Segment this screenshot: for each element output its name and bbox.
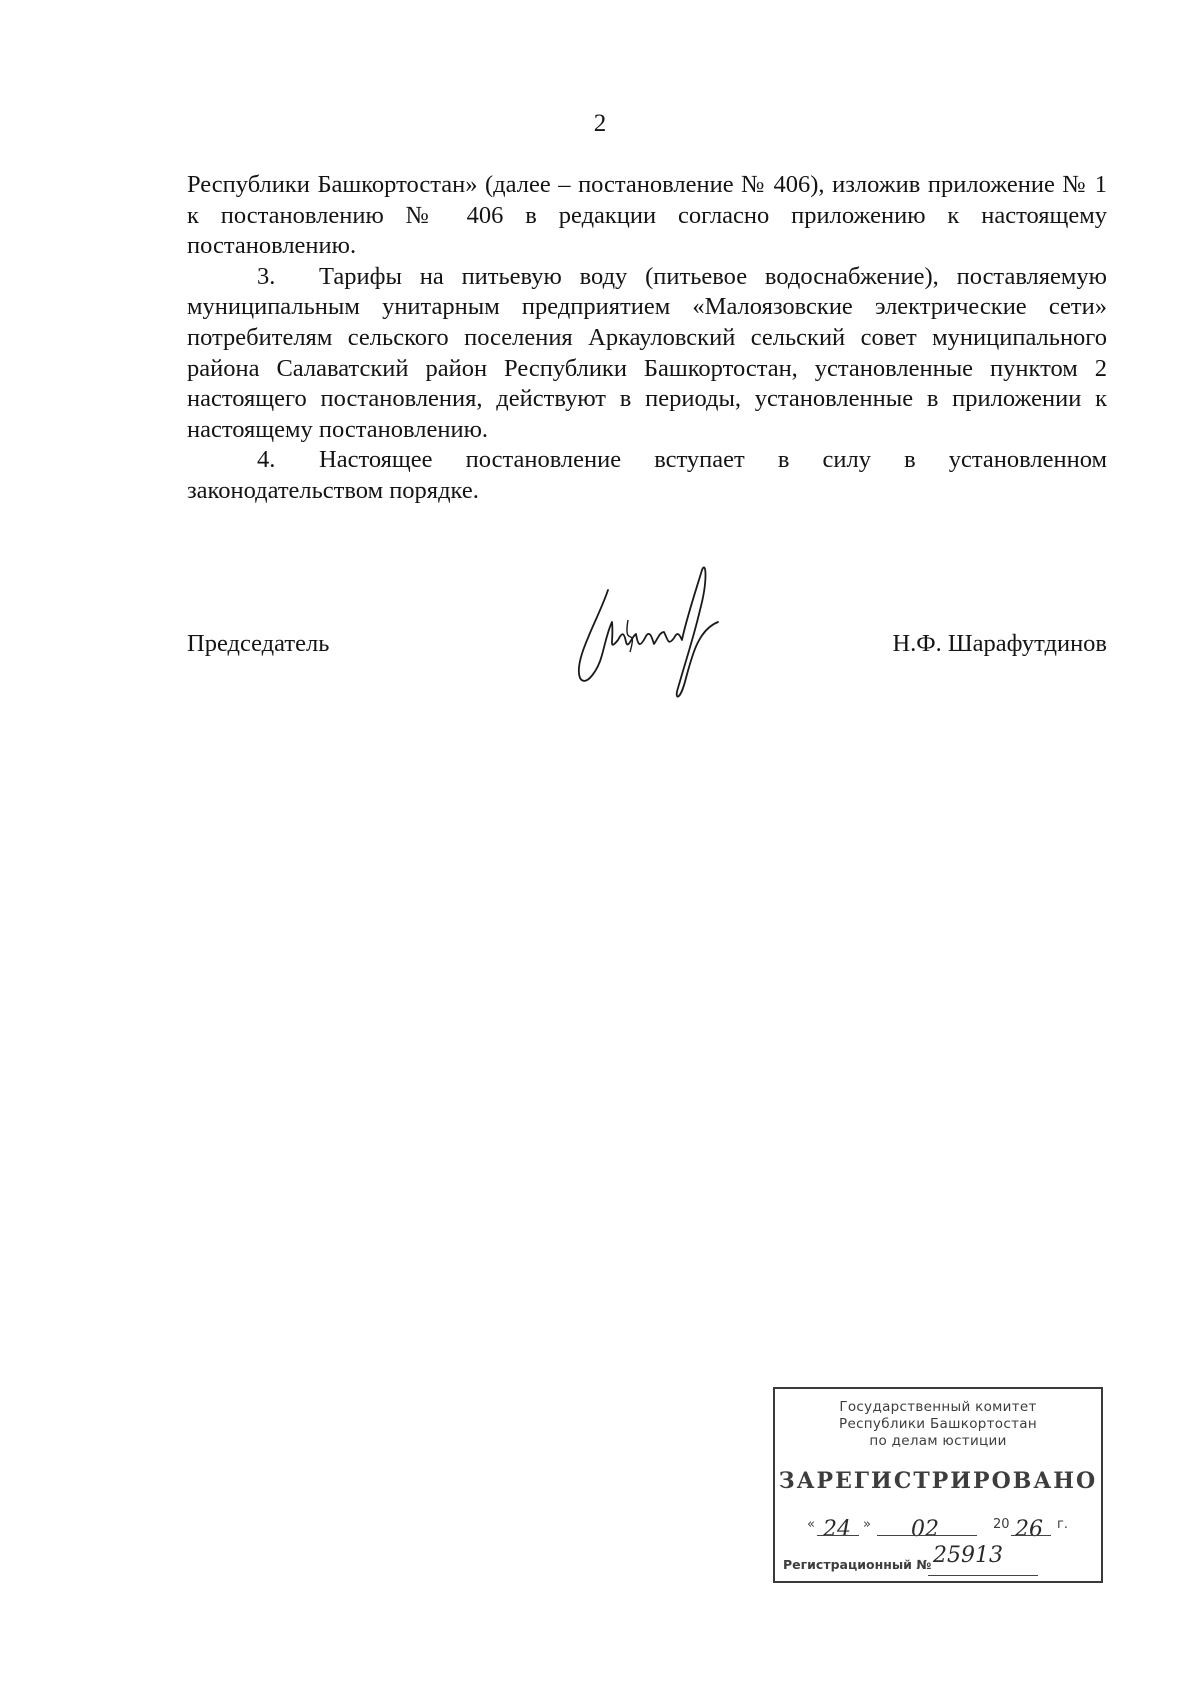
stamp-year-prefix: 20 [993,1517,1010,1532]
stamp-day: 24 [823,1517,851,1542]
paragraph-3-text: Тарифы на питьевую воду (питьевое водоснабжение), поставляемую муниципальным унитарным предприятием «Малоязовские электрические сети» потребителям сельского поселения Аркауловский сельский совет муниципального района Салаватский район Республики Башкортостан, установленные пунктом 2 настоящего постановления, действуют в периоды, установленные в приложении к настоящему постановлению. [187,262,1107,443]
paragraph-4 [187,445,1107,506]
stamp-org-line: по делам юстиции [869,1433,1007,1449]
signatory-title: Председатель [187,630,330,657]
page-number: 2 [593,110,607,137]
paragraph-continuation: Республики Башкортостан» (далее – постановление № 406), изложив приложение № 1 к постановлению № 406 в редакции согласно приложению к настоящему постановлению. [187,171,1107,260]
stamp-year-unit: г. [1057,1517,1068,1532]
stamp-reg-underline [928,1575,1038,1576]
stamp-month-underline [877,1535,977,1536]
stamp-year-suffix: 26 [1015,1517,1043,1542]
handwritten-signature [568,560,738,710]
document-body [187,170,1107,507]
paragraph-4-number: 4. [257,446,276,474]
stamp-open-quote: « [807,1517,815,1532]
stamp-day-underline [817,1535,859,1536]
registration-stamp [773,1387,1103,1583]
stamp-org-line: Республики Башкортостан [839,1416,1037,1432]
stamp-org-line: Государственный комитет [839,1399,1037,1415]
stamp-organization [775,1399,1101,1450]
stamp-month: 02 [911,1517,939,1542]
stamp-close-quote: » [863,1517,871,1532]
stamp-reg-label: Регистрационный № [783,1557,932,1572]
stamp-year-underline [1011,1535,1051,1536]
stamp-registered-title: ЗАРЕГИСТРИРОВАНО [778,1468,1098,1494]
stamp-reg-number: 25913 [933,1543,1003,1568]
paragraph-4-text: Настоящее постановление вступает в силу в установленном законодательством порядке. [187,446,1107,504]
paragraph-3-number: 3. [257,262,276,290]
signatory-name: Н.Ф. Шарафутдинов [892,630,1107,657]
paragraph-3 [187,262,1107,446]
